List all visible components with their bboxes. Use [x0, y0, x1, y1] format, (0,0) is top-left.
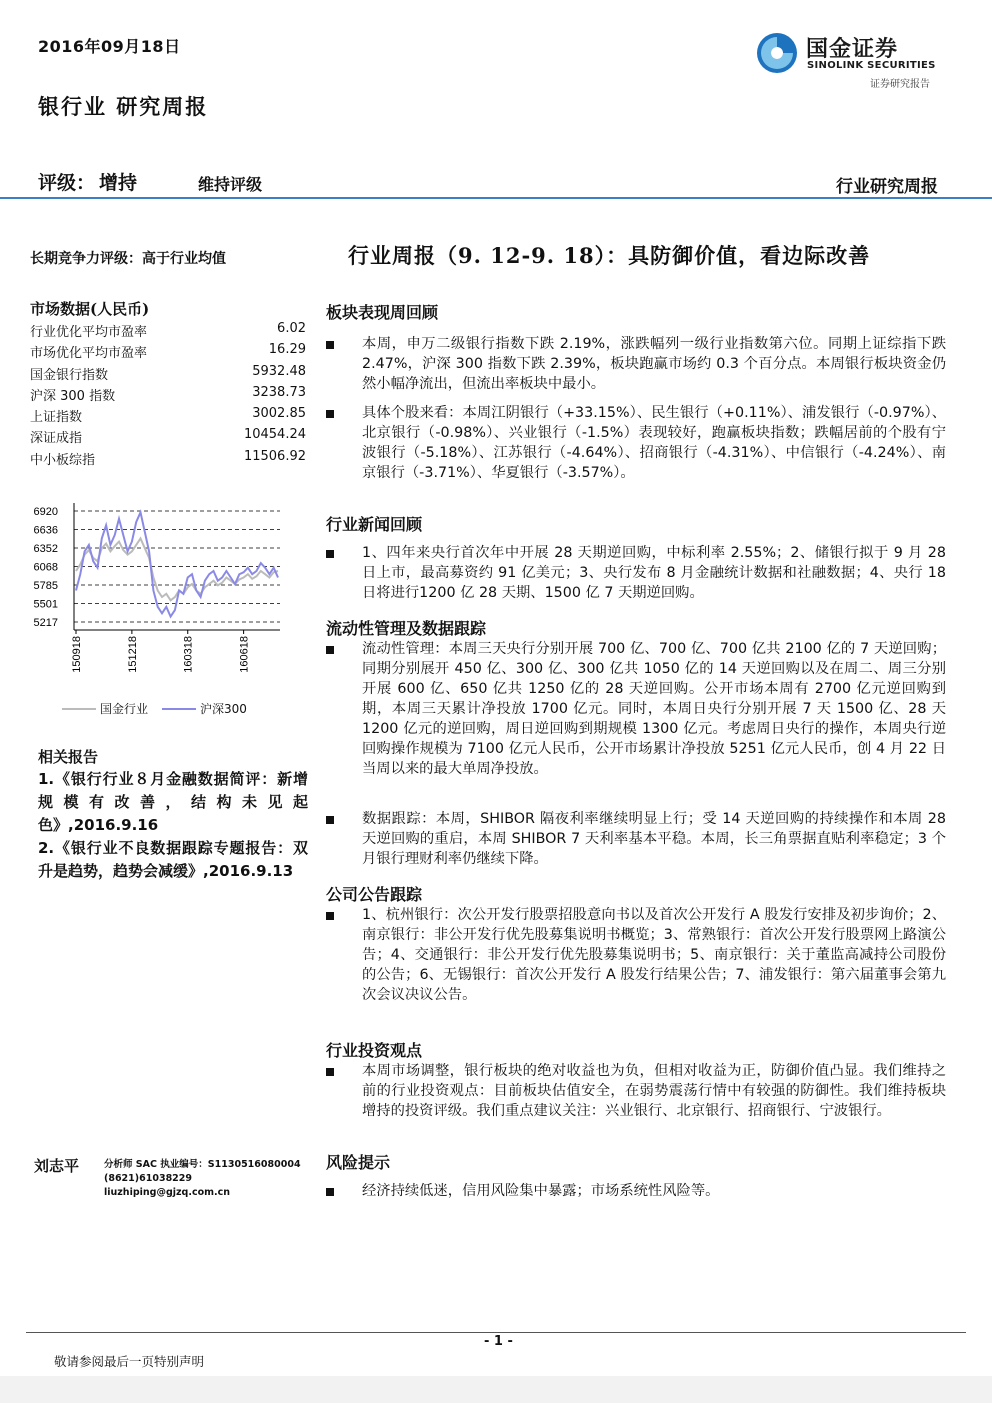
market-data-label: 中小板综指	[30, 452, 96, 468]
bullet-icon	[326, 816, 334, 824]
rating-label: 评级：	[38, 172, 96, 194]
market-data-label: 上证指数	[30, 410, 83, 426]
market-data-table	[30, 321, 306, 470]
bullet-icon	[326, 410, 334, 418]
bullet-icon	[326, 646, 334, 654]
market-data-value: 3238.73	[252, 384, 306, 400]
footer-divider	[26, 1332, 966, 1333]
headline: 行业周报（9. 12-9. 18）：具防御价值，看边际改善	[348, 243, 871, 268]
logo-sub-text: 证券研究报告	[870, 79, 930, 90]
report-date: 2016年09月18日	[38, 37, 181, 56]
legend-line-a	[62, 708, 96, 710]
section-title: 流动性管理及数据跟踪	[326, 619, 487, 638]
related-reports-title: 相关报告	[38, 748, 99, 766]
section-title: 行业投资观点	[326, 1041, 423, 1060]
analyst-name: 刘志平	[34, 1157, 80, 1175]
section-paragraph: 本周市场调整，银行板块的绝对收益也为负，但相对收益为正，防御价值凸显。我们维持之前的行业投资观点：目前板块估值安全，在弱势震荡行情中有较强的防御性。我们维持板块增持的投资评级。我们重点建议关注：兴业银行、北京银行、招商银行、宁波银行。	[362, 1063, 946, 1119]
section-paragraph: 流动性管理：本周三天央行分别开展 700 亿、700 亿、700 亿共 2100 亿的 7 天逆回购；同期分别展开 450 亿、300 亿、300 亿共 1050 亿的 14 天逆回购以及在周二、周三分别开展 600 亿、650 亿共 1250 亿的 28 天逆回购。公开市场本周有 2700 亿元逆回购到期，本周三天累计净投放 1700 亿元。同时，本周日央行分别开展 7 天 1500 亿、28 天 1200 亿元的逆回购，周日逆回购到期规模 1300 亿元。考虑周日央行的操作，本周央行逆回购操作规模为 7100 亿元人民币，公开市场累计净投放 5251 亿元人民币，创 4 月 22 日当周以来的最大单周净投放。	[362, 641, 946, 777]
section-title: 风险提示	[326, 1153, 391, 1172]
market-data-row	[30, 364, 306, 385]
chart-y-tick-label: 6636	[33, 524, 58, 537]
chart-y-tick-label: 6068	[33, 561, 58, 574]
series-line-hs300	[76, 512, 278, 616]
market-data-value: 16.29	[268, 342, 306, 358]
index-chart	[28, 495, 308, 680]
logo-mark-icon	[756, 32, 798, 74]
page-number: - 1 -	[484, 1334, 513, 1349]
rating-maintain: 维持评级	[198, 175, 263, 194]
section-title: 公司公告跟踪	[326, 885, 423, 904]
report-title: 银行业 研究周报	[38, 94, 209, 119]
chart-x-tick-label: 150918	[71, 636, 83, 673]
logo-en-text: SINOLINK SECURITIES	[807, 60, 936, 71]
related-report-item[interactable]: 2.《银行业不良数据跟踪专题报告：双升是趋势，趋势会减缓》,2016.9.13	[38, 839, 308, 880]
market-data-title: 市场数据(人民币)	[30, 300, 150, 318]
chart-legend	[62, 700, 247, 717]
company-logo	[756, 30, 946, 92]
report-type: 行业研究周报	[836, 177, 938, 197]
chart-y-tick-label: 5217	[33, 617, 58, 629]
legend-line-b	[162, 708, 196, 710]
chart-y-tick-label: 6920	[33, 506, 58, 518]
chart-x-tick-label: 160318	[182, 636, 195, 673]
footer-bar	[0, 1376, 992, 1403]
section-title: 板块表现周回顾	[326, 303, 439, 322]
header-divider	[0, 197, 992, 199]
chart-x-tick-label: 151218	[126, 636, 139, 673]
bullet-icon	[326, 1188, 334, 1196]
bullet-icon	[326, 912, 334, 920]
analyst-phone: (8621)61038229	[104, 1173, 193, 1184]
longterm-rating: 长期竞争力评级：高于行业均值	[30, 251, 226, 267]
legend-label-a: 国金行业	[100, 702, 149, 716]
section-paragraph: 经济持续低迷，信用风险集中暴露；市场系统性风险等。	[362, 1183, 720, 1199]
section-paragraph: 数据跟踪：本周，SHIBOR 隔夜利率继续明显上行；受 14 天逆回购的持续操作和本周 28 天逆回购的重启，本周 SHIBOR 7 天利率基本平稳。本周，长三角票据直贴利率稳定；3 个月银行理财利率仍继续下降。	[362, 811, 946, 867]
rating	[38, 168, 141, 195]
bullet-icon	[326, 1068, 334, 1076]
analyst-info	[104, 1158, 301, 1200]
chart-y-tick-label: 6352	[33, 543, 58, 555]
market-data-label: 市场优化平均市盈率	[30, 346, 148, 362]
section-paragraph: 具体个股来看：本周江阴银行（+33.15%）、民生银行（+0.11%）、浦发银行（-0.97%）、北京银行（-0.98%）、兴业银行（-1.5%）表现较好，跑赢板块指数；跌幅居前的个股有宁波银行（-5.18%）、江苏银行（-4.64%）、招商银行（-4.31%）、中信银行（-4.24%）、南京银行（-3.71%）、华夏银行（-3.57%）。	[362, 405, 946, 481]
section-paragraph: 本周，申万二级银行指数下跌 2.19%，涨跌幅列一级行业指数第六位。同期上证综指下跌 2.47%，沪深 300 指数下跌 2.39%，板块跑赢市场约 0.3 个百分点。本周银行板块资金仍然小幅净流出，但流出率板块中最小。	[362, 336, 946, 392]
market-data-label: 国金银行指数	[30, 367, 109, 383]
section-paragraph: 1、四年来央行首次年中开展 28 天期逆回购，中标利率 2.55%；2、储银行拟于 9 月 28 日上市，最高募资约 91 亿美元；3、央行发布 8 月金融统计数据和社融数据；4、央行 18 日将进行1200 亿 28 天期、1500 亿 7 天期逆回购。	[362, 545, 946, 601]
market-data-value: 11506.92	[243, 448, 306, 464]
footer-disclaimer: 敬请参阅最后一页特别声明	[54, 1354, 205, 1369]
market-data-row	[30, 449, 306, 470]
related-reports	[38, 768, 308, 883]
analyst-email[interactable]: liuzhiping@gjzq.com.cn	[104, 1187, 231, 1198]
section-title: 行业新闻回顾	[326, 515, 423, 534]
market-data-row	[30, 321, 306, 342]
chart-y-tick-label: 5785	[33, 580, 58, 592]
section-paragraph: 1、杭州银行：次公开发行股票招股意向书以及首次公开发行 A 股发行安排及初步询价；2、南京银行：非公开发行优先股募集说明书概览；3、常熟银行：首次公开发行股票网上路演公告；4、交通银行：非公开发行优先股募集说明书；5、南京银行：关于董监高减持公司股份的公告；6、无锡银行：首次公开发行 A 股发行结果公告；7、浦发银行：第六届董事会第九次会议决议公告。	[362, 907, 946, 1003]
chart-y-tick-label: 5501	[33, 598, 58, 611]
logo-cn-text: 国金证券	[806, 37, 899, 62]
market-data-row	[30, 385, 306, 406]
market-data-row	[30, 406, 306, 427]
analyst-sac: 分析师 SAC 执业编号：S1130516080004	[104, 1159, 301, 1170]
market-data-row	[30, 427, 306, 448]
market-data-label: 行业优化平均市盈率	[30, 325, 148, 340]
legend-label-b: 沪深300	[200, 702, 247, 716]
market-data-value: 3002.85	[252, 406, 306, 422]
market-data-value: 5932.48	[252, 363, 306, 379]
rating-value: 增持	[99, 172, 138, 194]
market-data-label: 沪深 300 指数	[30, 388, 116, 404]
chart-x-tick-label: 160618	[238, 636, 251, 673]
bullet-icon	[326, 550, 334, 558]
market-data-value: 6.02	[277, 321, 306, 336]
market-data-label: 深证成指	[30, 431, 83, 447]
related-report-item[interactable]: 1.《银行行业８月金融数据简评：新增规模有改善，结构未见起色》,2016.9.16	[38, 770, 308, 834]
market-data-row	[30, 342, 306, 363]
market-data-value: 10454.24	[243, 427, 306, 443]
bullet-icon	[326, 341, 334, 349]
